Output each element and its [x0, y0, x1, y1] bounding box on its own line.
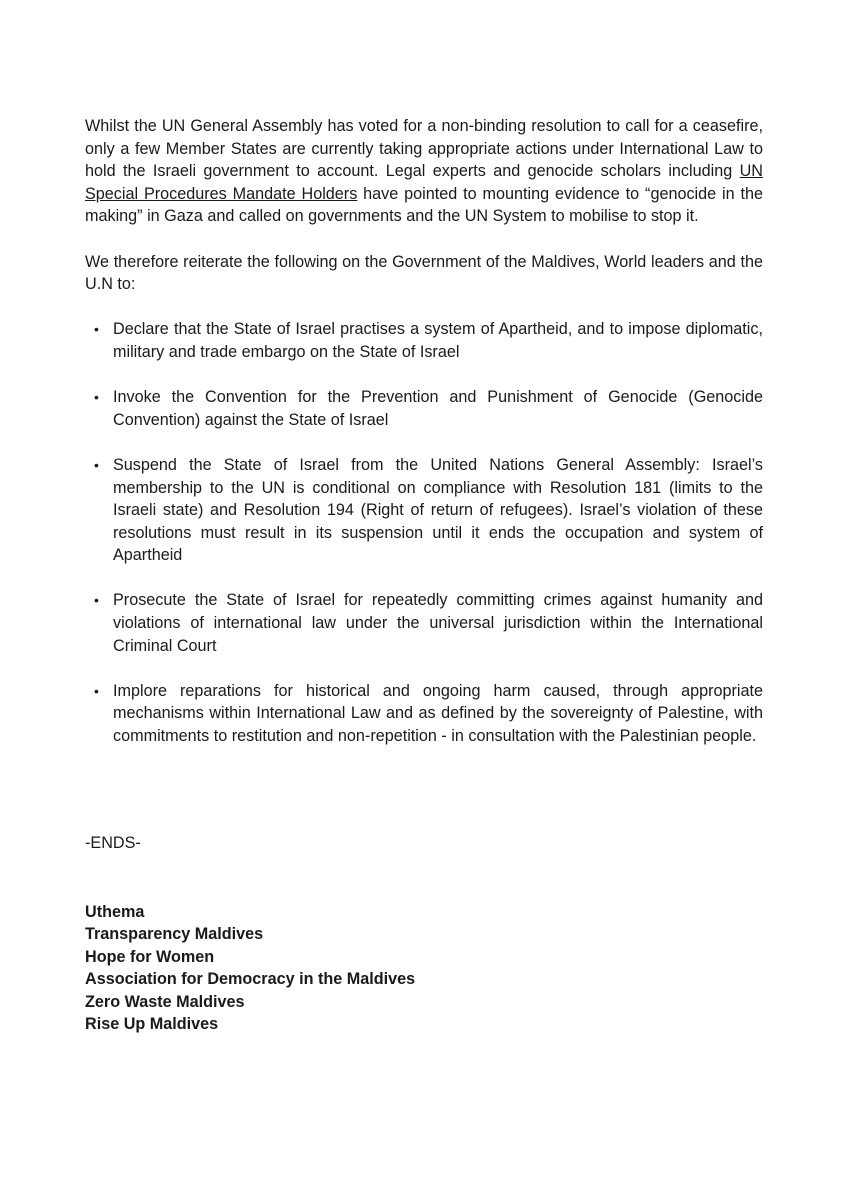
bullet-icon: • — [94, 321, 99, 338]
demand-text: Declare that the State of Israel practises a system of Apartheid, and to impose diplomatic, military and trade embargo on the State of Israel — [113, 320, 763, 361]
list-item — [85, 386, 763, 431]
demand-text: Implore reparations for historical and ongoing harm caused, through appropriate mechanisms within International Law and as defined by the sovereignty of Palestine, with commitments to restitution and non-repetition - in consultation with the Palestinian people. — [113, 681, 763, 746]
ends-marker: -ENDS- — [85, 834, 141, 852]
reiterate-paragraph: We therefore reiterate the following on the Government of the Maldives, World leaders and the U.N to: — [85, 252, 763, 294]
list-item — [85, 589, 763, 657]
demand-text: Invoke the Convention for the Prevention and Punishment of Genocide (Genocide Convention) against the State of Israel — [113, 388, 763, 429]
list-item — [85, 680, 763, 748]
list-item — [85, 318, 763, 363]
signatory: Transparency Maldives — [85, 925, 264, 944]
bullet-icon: • — [94, 592, 99, 609]
demands-list — [85, 318, 763, 747]
bullet-icon: • — [94, 682, 99, 699]
bullet-icon: • — [94, 456, 99, 473]
demand-text: Suspend the State of Israel from the United Nations General Assembly: Israel’s membership to the UN is conditional on compliance with Resolution 181 (limits to the Israeli state) and Resolution 194 (Right of return of refugees). Israel’s violation of these resolutions must result in its suspension until it ends the occupation and system of Apartheid — [113, 455, 763, 565]
un-special-procedures-link[interactable]: UN Special Procedures Mandate Holders — [85, 162, 763, 203]
signatory: Association for Democracy in the Maldives — [85, 970, 416, 989]
signatories-list — [85, 901, 415, 1035]
signatory: Zero Waste Maldives — [85, 992, 245, 1011]
document-body — [85, 115, 763, 748]
list-item — [85, 454, 763, 567]
intro-paragraph — [85, 115, 763, 228]
signatory: Uthema — [85, 903, 145, 921]
intro-text-before: Whilst the UN General Assembly has voted for a non-binding resolution to call for a ceasefire, only a few Member States are currently taking appropriate actions under International Law to hold the Israeli government to account. Legal experts and genocide scholars including — [85, 117, 763, 181]
signatory: Rise Up Maldives — [85, 1015, 219, 1034]
intro-text-after: have pointed to mounting evidence to “genocide in the making” in Gaza and called on governments and the UN System to mobilise to stop it. — [85, 184, 764, 226]
signatory: Hope for Women — [85, 947, 215, 966]
bullet-icon: • — [94, 389, 99, 406]
demand-text: Prosecute the State of Israel for repeatedly committing crimes against humanity and violations of international law under the universal jurisdiction within the International Criminal Court — [113, 591, 763, 655]
